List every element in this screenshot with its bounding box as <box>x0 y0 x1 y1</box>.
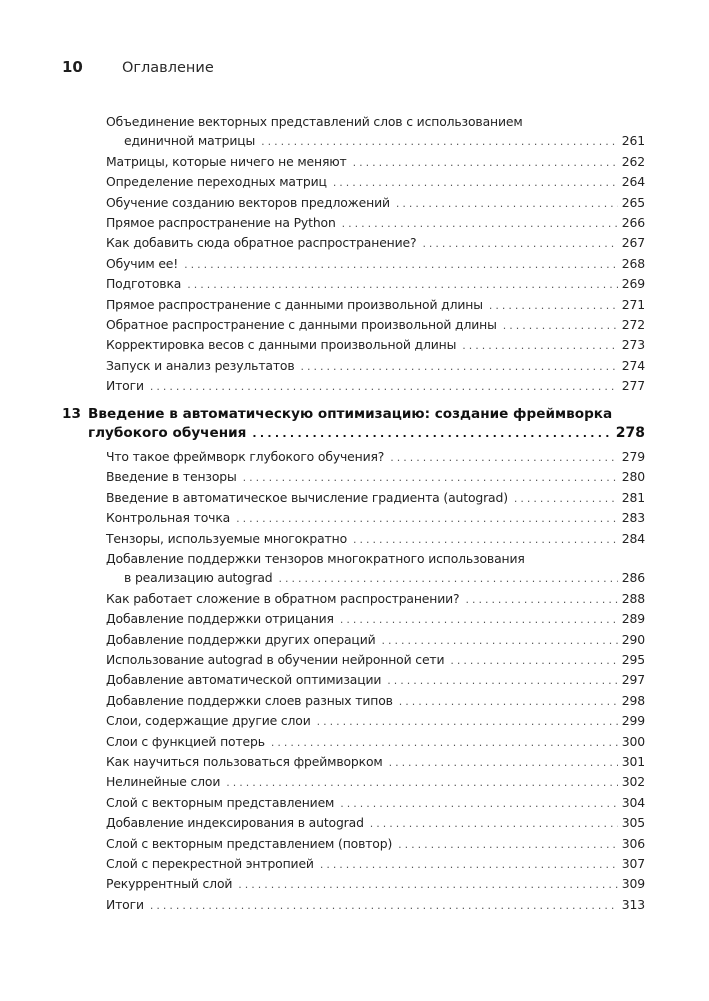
toc-entry-title: Контрольная точка <box>106 510 231 526</box>
toc-entry-page: 261 <box>621 133 645 149</box>
dot-leader <box>387 671 618 690</box>
toc-entry-page: 265 <box>621 194 645 210</box>
toc-entry-page: 273 <box>621 337 645 353</box>
dot-leader <box>261 132 618 151</box>
toc-entry-title: Добавление автоматической оптимизации <box>106 672 382 688</box>
toc-entry-page: 288 <box>621 590 645 606</box>
toc-entry[interactable] <box>106 467 645 487</box>
toc-entry-title: Прямое распространение с данными произвольной длины <box>106 296 483 312</box>
toc-entry-page: 301 <box>621 753 645 769</box>
toc-entry[interactable] <box>106 274 645 294</box>
chapter-title-cont: глубокого обучения <box>88 425 247 442</box>
dot-leader <box>236 509 618 528</box>
toc-entry-page: 277 <box>621 378 645 394</box>
chapter-page: 278 <box>615 425 645 442</box>
dot-leader <box>317 712 618 731</box>
toc-entry-title: Добавление индексирования в autograd <box>106 815 364 831</box>
toc-entry-page: 300 <box>621 733 645 749</box>
dot-leader <box>382 631 618 650</box>
toc-entry-page: 286 <box>621 570 645 586</box>
dot-leader <box>342 214 618 233</box>
toc-entry-page: 297 <box>621 672 645 688</box>
dot-leader <box>271 733 618 752</box>
toc-entry-page: 309 <box>621 876 645 892</box>
toc-entry-title: Введение в автоматическое вычисление градиента (autograd) <box>106 489 508 505</box>
toc-entry-title: Слой с перекрестной энтропией <box>106 856 314 871</box>
chapter-title: Введение в автоматическую оптимизацию: создание фреймворка <box>88 405 613 422</box>
toc-entry-page: 307 <box>621 856 645 871</box>
toc-entry-title: Нелинейные слои <box>106 774 221 790</box>
toc-entry-page: 283 <box>621 510 645 526</box>
page-number: 10 <box>62 58 83 76</box>
toc-entry-title-cont: в реализацию autograd <box>124 570 273 586</box>
toc-entry[interactable] <box>106 172 645 192</box>
dot-leader <box>422 234 617 253</box>
dot-leader <box>243 468 618 487</box>
dot-leader <box>300 357 617 376</box>
toc-entry-title: Прямое распространение на Python <box>106 215 336 231</box>
toc-entry-title: Добавление поддержки других операций <box>106 631 376 647</box>
toc-entry[interactable] <box>106 650 645 670</box>
toc-entry[interactable] <box>106 834 645 854</box>
toc-entry-title: Матрицы, которые ничего не меняют <box>106 153 347 169</box>
toc-entry[interactable] <box>106 732 645 752</box>
toc-entry[interactable] <box>106 112 645 152</box>
toc-entry-title: Объединение векторных представлений слов с использованием <box>106 114 523 129</box>
dot-leader <box>320 855 618 874</box>
toc-entry-page: 280 <box>621 469 645 485</box>
toc-entry[interactable] <box>106 508 645 528</box>
dot-leader <box>462 336 618 355</box>
toc-entry[interactable] <box>106 356 645 376</box>
toc-entry-page: 284 <box>621 530 645 546</box>
toc-entry-title: Добавление поддержки слоев разных типов <box>106 692 393 708</box>
toc-entry-page: 274 <box>621 357 645 373</box>
toc-entry[interactable] <box>106 376 645 396</box>
dot-leader <box>187 275 618 294</box>
toc-entry-title: Обратное распространение с данными произвольной длины <box>106 317 497 333</box>
toc-entry-title: Слой с векторным представлением <box>106 794 335 810</box>
toc-entry[interactable] <box>106 874 645 894</box>
toc-entry[interactable] <box>106 549 645 589</box>
toc-entry[interactable] <box>106 711 645 731</box>
toc-entry-page: 281 <box>621 489 645 505</box>
toc-entry-page: 271 <box>621 296 645 312</box>
toc-entry[interactable] <box>106 315 645 335</box>
toc-entry-page: 295 <box>621 651 645 667</box>
toc-entry[interactable] <box>106 193 645 213</box>
toc-entry[interactable] <box>106 752 645 772</box>
toc-entry-page: 279 <box>621 448 645 464</box>
page-header <box>62 58 214 80</box>
toc-entry[interactable] <box>106 589 645 609</box>
toc-entry[interactable] <box>106 233 645 253</box>
chapter-heading[interactable] <box>62 405 645 444</box>
dot-leader <box>396 194 618 213</box>
toc-entry-title: Использование autograd в обучении нейронной сети <box>106 651 445 667</box>
toc-entry-title: Добавление поддержки отрицания <box>106 611 334 627</box>
toc-entry-title: Слой с векторным представлением (повтор) <box>106 835 393 851</box>
dot-leader <box>353 530 618 549</box>
toc-entry-page: 304 <box>621 794 645 810</box>
dot-leader <box>333 173 618 192</box>
dot-leader <box>503 316 618 335</box>
chapter-number: 13 <box>62 405 81 422</box>
toc-entry-title: Введение в тензоры <box>106 469 237 485</box>
toc-entry-page: 272 <box>621 317 645 333</box>
dot-leader <box>489 296 618 315</box>
running-title: Оглавление <box>122 60 214 76</box>
toc-entry-title: Тензоры, используемые многократно <box>106 530 348 546</box>
toc-entry-title: Как научиться пользоваться фреймворком <box>106 753 383 769</box>
dot-leader <box>398 835 618 854</box>
dot-leader <box>150 377 618 396</box>
toc-entry[interactable] <box>106 691 645 711</box>
toc-entry-title: Что такое фреймворк глубокого обучения? <box>106 448 385 464</box>
toc-entry[interactable] <box>106 813 645 833</box>
toc-entry-title: Корректировка весов с данными произвольной длины <box>106 337 457 353</box>
toc-entry-page: 302 <box>621 774 645 790</box>
toc-entry-title: Подготовка <box>106 276 182 292</box>
toc-entry[interactable] <box>106 488 645 508</box>
toc-entry[interactable] <box>106 213 645 233</box>
toc-entry-title: Добавление поддержки тензоров многократного использования <box>106 550 525 566</box>
dot-leader <box>226 773 618 792</box>
toc-entry[interactable] <box>106 609 645 629</box>
toc-entry-page: 266 <box>621 215 645 231</box>
dot-leader <box>150 896 618 915</box>
dot-leader <box>450 651 617 670</box>
toc-entry[interactable] <box>106 670 645 690</box>
toc-entry-page: 306 <box>621 835 645 851</box>
dot-leader <box>340 610 618 629</box>
toc-entry-title: Итоги <box>106 896 144 912</box>
toc-entry[interactable] <box>106 854 645 874</box>
dot-leader <box>340 794 618 813</box>
toc-entry[interactable] <box>106 895 645 915</box>
toc-entry[interactable] <box>106 254 645 274</box>
toc-entry-title: Как добавить сюда обратное распространение? <box>106 235 417 251</box>
toc-entry-title-cont: единичной матрицы <box>124 133 256 149</box>
dot-leader <box>514 489 618 508</box>
toc-entry-title: Как работает сложение в обратном распространении? <box>106 590 460 606</box>
toc-entry-page: 269 <box>621 276 645 292</box>
toc-entry[interactable] <box>106 630 645 650</box>
dot-leader <box>238 875 618 894</box>
toc-entry-page: 289 <box>621 611 645 627</box>
toc-entry-title: Обучение созданию векторов предложений <box>106 194 390 210</box>
toc-entry[interactable] <box>106 152 645 172</box>
toc-entry-page: 298 <box>621 692 645 708</box>
toc-entry-page: 299 <box>621 713 645 729</box>
dot-leader <box>278 569 617 588</box>
toc-entry-page: 268 <box>621 255 645 271</box>
dot-leader <box>252 424 611 444</box>
dot-leader <box>370 814 618 833</box>
toc-entry[interactable] <box>106 529 645 549</box>
toc-entry-page: 264 <box>621 174 645 190</box>
dot-leader <box>184 255 618 274</box>
toc-entry[interactable] <box>106 335 645 355</box>
toc-entry-title: Слои с функцией потерь <box>106 733 265 749</box>
toc-entry[interactable] <box>106 772 645 792</box>
toc-entry[interactable] <box>106 793 645 813</box>
dot-leader <box>390 448 618 467</box>
toc-entry[interactable] <box>106 295 645 315</box>
toc-entry-page: 313 <box>621 896 645 912</box>
toc-entry-title: Запуск и анализ результатов <box>106 357 295 373</box>
dot-leader <box>399 692 618 711</box>
dot-leader <box>465 590 617 609</box>
toc-entry-page: 267 <box>621 235 645 251</box>
toc-entry-page: 290 <box>621 631 645 647</box>
toc-entry[interactable] <box>106 447 645 467</box>
dot-leader <box>353 153 618 172</box>
toc-entry-title: Рекуррентный слой <box>106 876 233 892</box>
toc-entry-page: 262 <box>621 153 645 169</box>
table-of-contents <box>62 112 645 915</box>
dot-leader <box>389 753 618 772</box>
toc-entry-title: Итоги <box>106 378 144 394</box>
toc-entry-title: Слои, содержащие другие слои <box>106 713 311 729</box>
toc-entry-page: 305 <box>621 815 645 831</box>
toc-entry-title: Обучим ее! <box>106 255 179 271</box>
toc-entry-title: Определение переходных матриц <box>106 174 327 190</box>
